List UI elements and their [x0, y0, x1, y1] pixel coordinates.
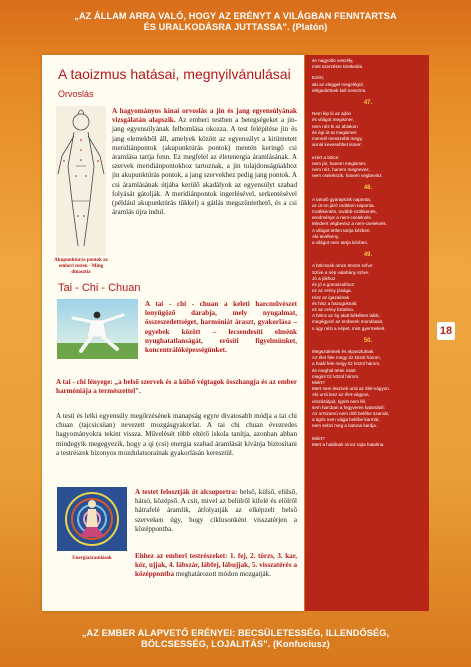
- verse-number: 50.: [363, 337, 373, 344]
- sidebar-tao-te-king: [305, 55, 429, 611]
- tai-chi-photo: [57, 299, 138, 359]
- page-number: 18: [437, 322, 455, 340]
- side-paragraph: A tanuló gyarapszik naponta; az út-on járó csökken naponta. Csökkentés, tovább-csökkenés, eredménye a nem-cselekvés. Mindent végbevisz a nem-cselekvés. A világot tetlen tartja kézben. Aki tevékeny, a világot nem tartja kézben.: [312, 196, 388, 246]
- orvoslas-text: [112, 107, 297, 217]
- side-paragraph: se nagyobb veszély, mint szerzésre törekedni.: [312, 58, 364, 70]
- verse-number: 49.: [363, 252, 373, 259]
- acupuncture-figure-image: [56, 106, 106, 256]
- verse-number: 48.: [363, 185, 373, 192]
- verse-number: 47.: [363, 100, 373, 107]
- header-quote: [0, 11, 471, 33]
- taichi-lead: A tai - chi - chuan a keleti harcművészet lenyűgöző darabja, mely nyugalmat, összeszedettséget, harmóniát áraszt, gyakorlása – egyebek között – lecsendesíti elménk nyughatatlanságát, erősíti figyelmünket, koncentrálóképességünket.: [145, 300, 297, 355]
- energy-flow-image: [57, 487, 127, 551]
- orvoslas-body: Az emberi testben a betegségeket a jin-jang egyensúlyának felbomlása okozza. A test felépítése jin és jang elemekből áll, amelyek között az egyensúlyt a kitüntetett meridiánpontok (akupunktúrás pontok) mentén keringő csi áramlása tartja fenn. Ez megfelel az életenergia áramlásának. A szervek meridiánpontokhoz tartoznak, a jin tulajdonságúakhoz jin akupunktúrás pontok, a jang szervekhez pedig jang pontok. A csi áramlásának útjába kerülő akadályok az egyensúlyt szabad folyását gátolják. A meridiánpontok ingerlésével, serkentésével (például akupunktúrás tűkkel) a gátlás megszüntethető, és a csi áramlás újra indul.: [112, 116, 298, 217]
- sec3-text: [135, 488, 297, 534]
- side-paragraph: A bölcsnek nincs önnön szíve: Szíve a nép valahány szíve. Jó a jókhoz és jó a gonoszokhoz: ez az erény jósága. Hisz az igazaknak és hisz a hazugoknak: ez az erény bizalma. A bölcs az ég alatt békében lakik, megégyezi az emberek mondásait, s úgy nézi a népet, mint gyermekeit.: [312, 263, 386, 331]
- taichi-quote: A tai - chi lényege: „a belső szervek és a külső végtagok összhangja és az ember harmóniája a természettel".: [56, 378, 297, 396]
- header-line-2: ÉS URALKODÁSRA JUTTASSA". (Platón): [143, 22, 328, 32]
- taichi-body: A testi és lelki egyensúly megőrzésének manapság egyre divatosabb módja a tai chi chuan (tajcsicsüan) nevezett mozgásgyakorlat. A tai chi chuan évezredes hagyományokra tekint vissza. Művelését több eltérő iskola tanítja, azonban abban mindegyik megegyezik, hogy a qi (csi) energia szabad áramlását kívánja biztosítani a testrészek bizonyos mozdulatsorainak gyakorlásán keresztül.: [56, 412, 297, 457]
- footer-line-2: BÖLCSESSÉG, LOJALITÁS". (Konfuciusz): [141, 639, 330, 649]
- energy-flow-caption: Energiaáramlások: [72, 556, 112, 561]
- side-paragraph: Nem lép ki az ajtón és világot megismer, nem néz ki az ablakon és égi út-at megismer; mennél messzebb megy, annál kevesebbet ismer: ezért a bölcs: nem jár, hanem megismer, nem néz, hanem megnevez, nem cselekszik, hanem végbevisz.: [312, 111, 383, 179]
- acupuncture-caption: Akupunktúrás pontok az emberi testen - Ming dinasztia: [54, 258, 108, 275]
- footer-line-1: „AZ EMBER ALAPVETŐ ERÉNYEI: BECSÜLETESSÉG, ILLENDŐSÉG,: [81, 628, 390, 638]
- sec3-lead: A testet felosztják öt alcsoportra:: [135, 488, 238, 496]
- orvoslas-lead: A hagyományos kínai orvoslás a jin és jang egyensúlyának vizsgálatán alapszik.: [112, 107, 297, 125]
- sec3-body: belső, külső, elülső, hátsó, középső. A csit, mivel az belülről kifelé és elölről hátrafelé áramlik, átfolyatják az elképzelt belső szerveken úgy, hogy ciklusonként visszatérjen a középpontba.: [135, 488, 297, 533]
- sec3-parts-text: [135, 552, 297, 580]
- section-title-orvoslas: Orvoslás: [58, 89, 94, 99]
- header-line-1: „AZ ÁLLAM ARRA VALÓ, HOGY AZ ERÉNYT A VILÁGBAN FENNTARTSA: [74, 11, 397, 21]
- side-paragraph: Ezért, aki az eleggel megelégül, elégedettnek kell neveznü.: [312, 75, 367, 93]
- footer-quote: [0, 628, 471, 650]
- sec3-tail: meghatározott módon mozgatják.: [175, 570, 271, 579]
- section-title-taichi: Tai - Chi - Chuan: [58, 282, 141, 294]
- page-title: A taoizmus hatásai, megnyilvánulásai: [58, 66, 291, 82]
- sec3-parts: Ehhez az emberi testrészeket: 1. fej, 2. törzs, 3. kar, kéz, ujjak, 4. lábszár, lábfej, lábujjak, 5. visszatérés a középpontba: [135, 552, 297, 579]
- side-paragraph: Megszületnek és elpusztulnak. Az élet fele megy tíz közül három, a halál fele megy tíz közül három, és meghal tettei miatt megint tíz közül három. Miért? Mert nem lesznek urrá az élet-vágyon. Aki urrá lesz az élet-vágyon, orszázútjait, tigrist nem fél, sem harcban a fegyveres katonától: Az orrszarvú nem döfi belébe szarvát, a tigris nem vágja belébe karmát, nem sebzi meg a katona kardja. Miért? Mert a halálnak nincs rajta hatalma.: [312, 348, 391, 447]
